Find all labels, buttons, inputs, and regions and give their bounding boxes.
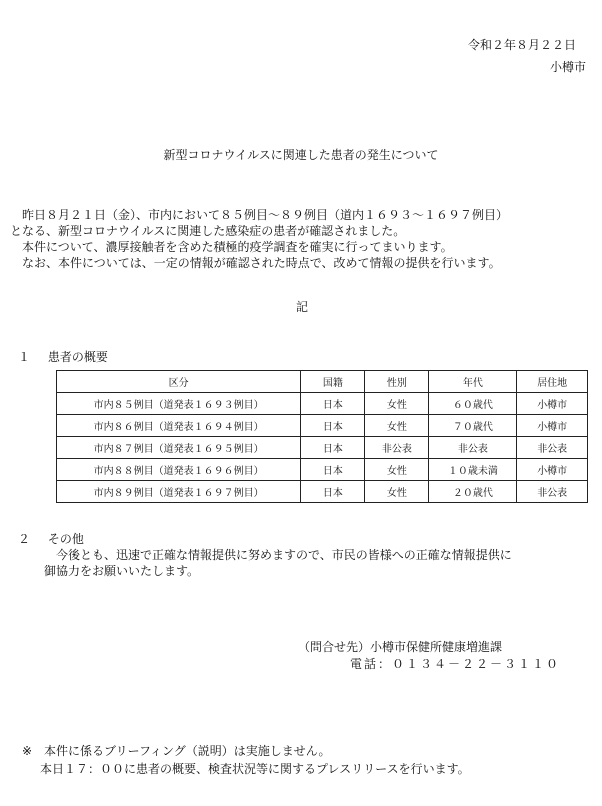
cell-nationality: 日本 [301,393,365,415]
note-briefing: ※ 本件に係るブリーフィング（説明）は実施しません。 [22,744,331,758]
body-line-1: 昨日８月２１日（金）、市内において８５例目～８９例目（道内１６９３～１６９７例目） [10,208,509,222]
document-title: 新型コロナウイルスに関連した患者の発生について [163,148,439,162]
cell-age: ２０歳代 [429,481,517,503]
cell-age: 非公表 [429,437,517,459]
cell-residence: 小樽市 [517,415,588,437]
section-2-heading [18,530,84,547]
contact-phone: 電話：０１３４－２２－３１１０ [350,657,561,671]
header-sex: 性別 [365,371,429,393]
note-press-release: 本日１７：００に患者の概要、検査状況等に関するプレスリリースを行います。 [40,762,470,776]
cell-nationality: 日本 [301,481,365,503]
cell-sex: 非公表 [365,437,429,459]
header-nationality: 国籍 [301,371,365,393]
cell-nationality: 日本 [301,437,365,459]
section-2-line-1: 今後とも、迅速で正確な情報提供に努めますので、市民の皆様への正確な情報提供に [56,548,512,562]
cell-nationality: 日本 [301,459,365,481]
cell-residence: 小樽市 [517,393,588,415]
cell-residence: 非公表 [517,481,588,503]
cell-residence: 非公表 [517,437,588,459]
body-line-3: 本件について、濃厚接触者を含めた積極的疫学調査を確実に行ってまいります。 [10,240,453,254]
header-residence: 居住地 [517,371,588,393]
cell-category: 市内８６例目（道発表１６９４例目） [57,415,301,437]
table-header-row [57,371,588,393]
header-category: 区分 [57,371,301,393]
body-line-4: なお、本件については、一定の情報が確認された時点で、改めて情報の提供を行います。 [10,256,501,270]
cell-sex: 女性 [365,481,429,503]
cell-age: ７０歳代 [429,415,517,437]
cell-age: １０歳未満 [429,459,517,481]
table-row [57,415,588,437]
table-row [57,459,588,481]
issue-date: 令和２年８月２２日 [467,38,576,52]
section-1-title: 患者の概要 [47,350,108,364]
section-1-heading [18,348,108,365]
header-age: 年代 [429,371,517,393]
cell-residence: 小樽市 [517,459,588,481]
cell-category: 市内８８例目（道発表１６９６例目） [57,459,301,481]
contact-department: （問合せ先）小樽市保健所健康増進課 [298,640,503,654]
table-row [57,481,588,503]
patient-table [56,370,588,503]
body-line-2: となる、新型コロナウイルスに関連した感染症の患者が確認されました。 [10,224,406,238]
cell-sex: 女性 [365,393,429,415]
table-row [57,393,588,415]
section-2-title: その他 [47,532,84,546]
cell-age: ６０歳代 [429,393,517,415]
ki-heading: 記 [296,300,309,314]
cell-category: 市内８７例目（道発表１６９５例目） [57,437,301,459]
table-row [57,437,588,459]
cell-sex: 女性 [365,459,429,481]
cell-category: 市内８５例目（道発表１６９３例目） [57,393,301,415]
cell-sex: 女性 [365,415,429,437]
cell-category: 市内８９例目（道発表１６９７例目） [57,481,301,503]
issuing-organization: 小樽市 [549,60,586,74]
cell-nationality: 日本 [301,415,365,437]
section-1-number: １ [18,350,31,364]
section-2-line-2: 御協力をお願いいたします。 [44,564,200,578]
section-2-number: ２ [18,532,31,546]
